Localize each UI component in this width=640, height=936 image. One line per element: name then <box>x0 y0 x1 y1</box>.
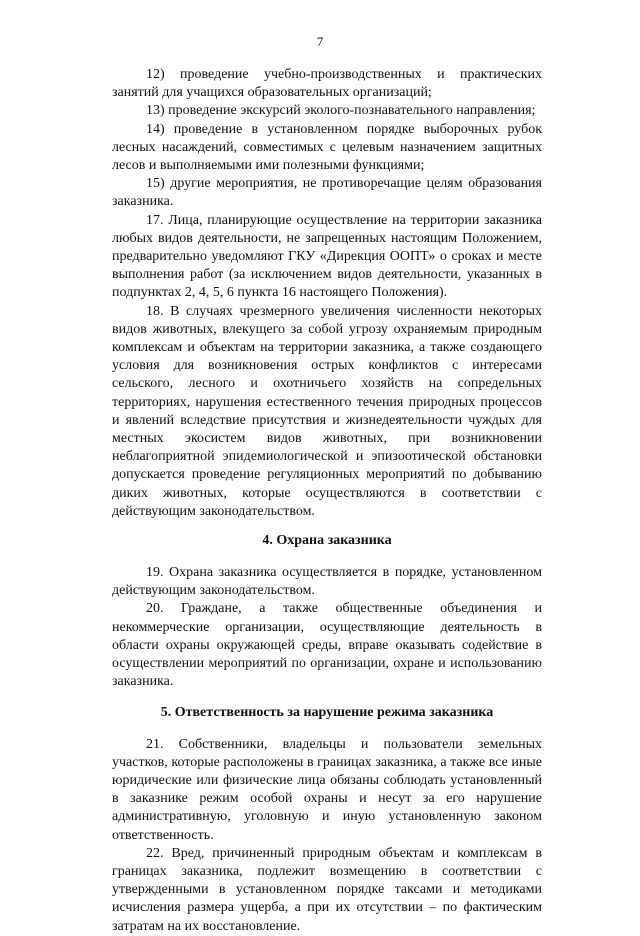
page-number: 7 <box>316 34 324 49</box>
paragraph-17: 17. Лица, планирующие осуществление на территории заказника любых видов деятельности, не запрещенных настоящим Положением, предварительно уведомляют ГКУ «Дирекция ООПТ» о сроках и месте выполнения работ (за исключением видов деятельности, указанных в подпунктах 2, 4, 5, 6 пункта 16 настоящего Положения). <box>112 212 542 301</box>
paragraph-21: 21. Собственники, владельцы и пользователи земельных участков, которые расположены в границах заказника, а также все иные юридические или физические лица обязаны соблюдать установленный в заказнике режим особой охраны и несут за его нарушение административную, уголовную и иную установленную законом ответственность. <box>112 736 542 843</box>
list-item-13: 13) проведение экскурсий эколого-познавательного направления; <box>146 103 536 119</box>
section-5-heading: 5. Ответственность за нарушение режима заказника <box>160 704 494 720</box>
list-item-12: 12) проведение учебно-производственных и практических занятий для учащихся образовательных организаций; <box>112 67 542 101</box>
paragraph-18: 18. В случаях чрезмерного увеличения численности некоторых видов животных, влекущего за собой угрозу охраняемым природным комплексам и объектам на территории заказника, а также создающего условия для возникновения острых конфликтов с интересами сельского, лесного и охотничьего хозяйств на сопредельных территориях, нарушения естественного течения природных процессов и явлений вследствие присутствия и жизнедеятельности чуждых для местных экосистем видов животных, при возникновении неблагоприятной эпидемиологической и эпизоотической обстановки допускается проведение регуляционных мероприятий по добыванию диких животных, которые осуществляются в соответствии с действующим законодательством. <box>112 303 542 519</box>
list-item-14: 14) проведение в установленном порядке выборочных рубок лесных насаждений, совместимых с целевым назначением защитных лесов и выполняемыми ими полезными функциями; <box>112 121 542 174</box>
paragraph-22: 22. Вред, причиненный природным объектам и комплексам в границах заказника, подлежит возмещению в соответствии с утвержденными в установленном порядке таксами и методиками исчисления размера ущерба, а при их отсутствии – по фактическим затратам на их восстановление. <box>112 845 542 934</box>
list-item-15: 15) другие мероприятия, не противоречащие целям образования заказника. <box>112 176 542 210</box>
document-body <box>112 66 542 936</box>
paragraph-19: 19. Охрана заказника осуществляется в порядке, установленном действующим законодательством. <box>112 565 542 599</box>
section-4-heading: 4. Охрана заказника <box>262 533 392 549</box>
paragraph-20: 20. Граждане, а также общественные объединения и некоммерческие организации, осуществляющие деятельность в области охраны окружающей среды, вправе оказывать содействие в осуществлении мероприятий по организации, охране и использованию заказника. <box>112 601 542 690</box>
